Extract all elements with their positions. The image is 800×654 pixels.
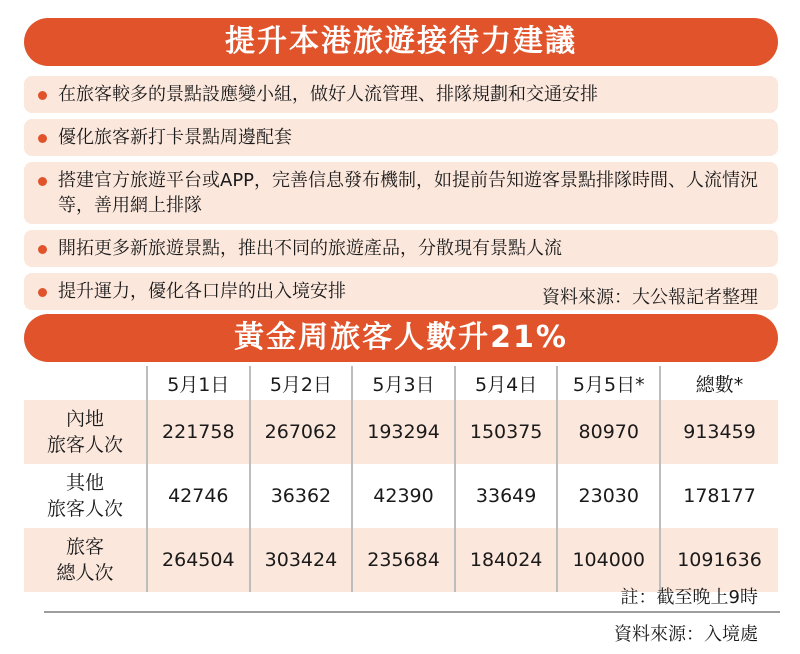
row-label-line: 其他 <box>65 472 104 494</box>
table-cell: 33649 <box>455 464 558 528</box>
list-item <box>24 230 778 267</box>
table-row <box>24 400 778 464</box>
divider <box>44 611 780 613</box>
bullet-dot-icon <box>38 288 47 297</box>
suggestions-title: 提升本港旅遊接待力建議 <box>24 18 778 66</box>
table-cell: 1091636 <box>660 528 778 592</box>
list-item <box>24 162 778 224</box>
table-cell: 42746 <box>147 464 250 528</box>
list-item-text: 搭建官方旅遊平台或APP，完善信息發布機制，如提前告知遊客景點排隊時間、人流情況等，善用網上排隊 <box>58 170 759 216</box>
row-label-line: 旅客人次 <box>46 498 123 520</box>
column-header: 5月1日 <box>147 366 250 400</box>
column-header: 5月5日* <box>557 366 660 400</box>
row-label <box>24 464 147 528</box>
column-header: 5月3日 <box>352 366 455 400</box>
table-cell: 267062 <box>250 400 353 464</box>
column-header: 總數* <box>660 366 778 400</box>
column-header: 5月4日 <box>455 366 558 400</box>
list-item-text: 在旅客較多的景點設應變小組，做好人流管理、排隊規劃和交通安排 <box>58 84 598 105</box>
list-item-text: 優化旅客新打卡景點周邊配套 <box>58 127 292 148</box>
row-label-line: 旅客人次 <box>46 434 123 456</box>
table-row <box>24 464 778 528</box>
bullet-dot-icon <box>38 245 47 254</box>
column-header: 5月2日 <box>250 366 353 400</box>
table-cell: 23030 <box>557 464 660 528</box>
suggestions-source: 資料來源：大公報記者整理 <box>542 287 758 308</box>
table-header-row <box>24 366 778 400</box>
table-cell: 104000 <box>557 528 660 592</box>
table-cell: 913459 <box>660 400 778 464</box>
table-cell: 178177 <box>660 464 778 528</box>
table-cell: 80970 <box>557 400 660 464</box>
table-cell: 184024 <box>455 528 558 592</box>
stats-title: 黃金周旅客人數升21% <box>24 314 778 362</box>
table-cell: 235684 <box>352 528 455 592</box>
list-item <box>24 76 778 113</box>
table-cell: 303424 <box>250 528 353 592</box>
bullet-dot-icon <box>38 177 47 186</box>
bullet-dot-icon <box>38 134 47 143</box>
suggestions-list <box>24 76 778 316</box>
list-item <box>24 119 778 156</box>
list-item-text: 開拓更多新旅遊景點，推出不同的旅遊產品，分散現有景點人流 <box>58 238 562 259</box>
table-cell: 193294 <box>352 400 455 464</box>
table-cell: 150375 <box>455 400 558 464</box>
stats-source: 資料來源：入境處 <box>614 624 758 645</box>
row-label-line: 旅客 <box>65 536 104 558</box>
table-cell: 221758 <box>147 400 250 464</box>
row-label <box>24 400 147 464</box>
row-label <box>24 528 147 592</box>
bullet-dot-icon <box>38 91 47 100</box>
list-item-text: 提升運力，優化各口岸的出入境安排 <box>58 281 346 302</box>
table-cell: 36362 <box>250 464 353 528</box>
table-cell: 42390 <box>352 464 455 528</box>
header-corner <box>24 366 147 400</box>
footnote: 註：截至晚上9時 <box>620 587 758 608</box>
table-cell: 264504 <box>147 528 250 592</box>
row-label-line: 內地 <box>65 408 104 430</box>
visitor-stats-table <box>24 366 778 592</box>
row-label-line: 總人次 <box>56 562 114 584</box>
